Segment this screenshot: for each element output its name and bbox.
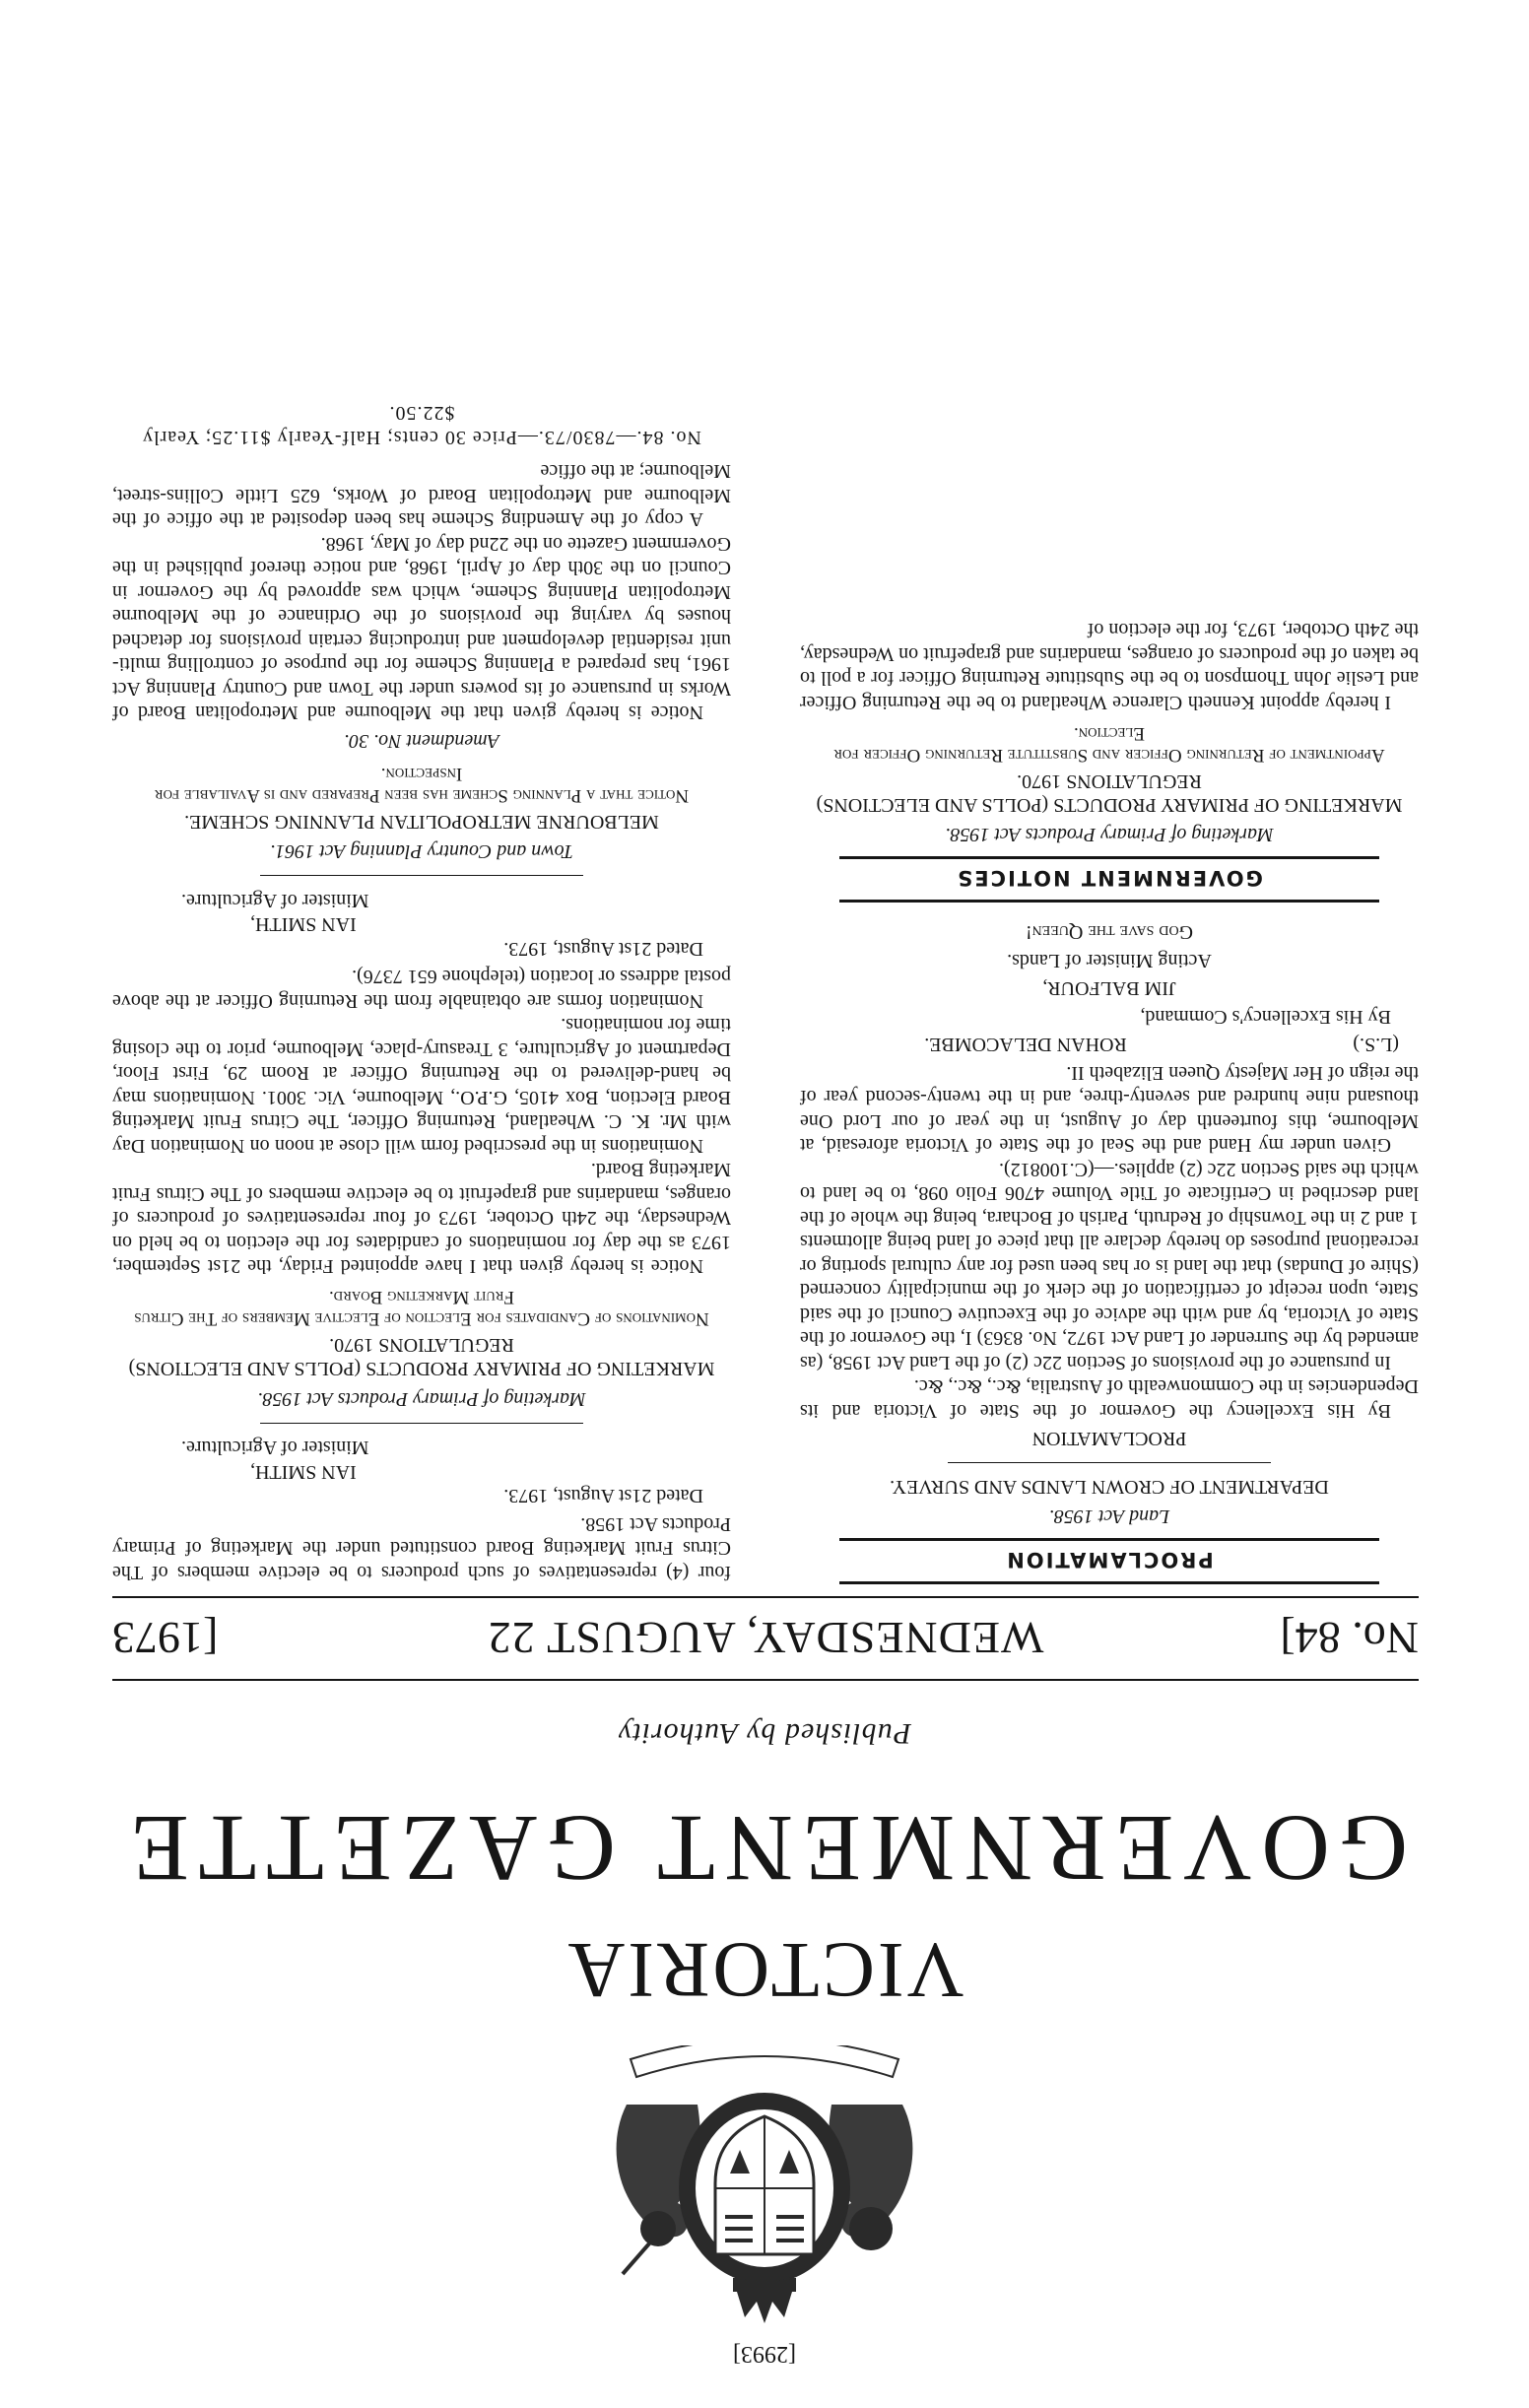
signer-name: IAN SMITH, — [250, 1461, 357, 1483]
amending-scheme-copy: A copy of the Amending Scheme has been deposited at the office of the Melbourne and Metropolitan Board of Works, 625 Little Collins-street, Melbourne; at the office — [112, 460, 731, 531]
notice-body: I hereby appoint Kenneth Clarence Wheatland to be the Returning Officer and Leslie John Thompson to be the Substitute Returning Officer for a poll to be taken of the producers of oranges, mandarins and grapefruit on Wednesday, the 24th October, 1973, for the election of — [800, 619, 1419, 713]
act-title-3: Town and Country Planning Act 1961. — [270, 840, 573, 863]
masthead-authority: Published by Authority — [617, 1717, 912, 1750]
signer-title-2: Minister of Agriculture. — [181, 890, 369, 911]
section-heading-government-notices: GOVERNMENT NOTICES — [956, 866, 1263, 890]
act-title: Land Act 1958. — [1048, 1505, 1170, 1528]
amendment-number: Amendment No. 30. — [344, 730, 499, 752]
issue-line — [112, 1608, 1419, 1667]
signer-name-2: IAN SMITH, — [250, 913, 357, 936]
dated-line: Dated 21st August, 1973. — [503, 1485, 703, 1507]
seal-mark: (L.S.) — [1353, 1034, 1399, 1056]
divider — [260, 1423, 583, 1424]
masthead-title: GOVERNMENT GAZETTE — [120, 1796, 1409, 1902]
department-heading: DEPARTMENT OF CROWN LANDS AND SURVEY. — [890, 1476, 1329, 1498]
issue-rule-bottom — [112, 1596, 1419, 1598]
price-imprint: No. 84.—7830/73.—Price 30 cents; Half-Yearly $11.25; Yearly $22.50. — [142, 402, 701, 448]
left-column — [800, 618, 1419, 1584]
subheading-2: Nominations of Candidates for Election of Elective Members of The Citrus Fruit Marketing Board. — [134, 1287, 709, 1330]
planning-notice: Notice is hereby given that the Melbourne and Metropolitan Board of Works in pursuance of its powers under the Town and Country Planning Act 1961, has prepared a Planning Scheme for the purpose of controlling multi-unit residential development and introducing certain provisions for detached houses by varying the provisions of the Ordinance of the Melbourne Metropolitan Planning Scheme, which was approved by the Governor in Council on the 30th day of April, 1968, and notice thereof published in the Government Gazette on the 22nd day of May, 1968. — [112, 533, 731, 724]
notice-subheading: Appointment of Returning Officer and Substitute Returning Officer for Election. — [833, 723, 1385, 766]
nominations-close: Nominations in the prescribed form will close at noon on Nomination Day with Mr. K. C. Wheatland, Returning Officer, The Citrus Fruit Marketing Board Election, Box 4105, G.P.O., Melbourne, Vic. 3001. Nominations may be hand-delivered to the Returning Officer at Room 29, First Floor, Department of Agriculture, 3 Treasury-place, Melbourne, prior to the closing time for nominations. — [112, 1014, 731, 1157]
dated-line-2: Dated 21st August, 1973. — [503, 938, 703, 960]
issue-date: WEDNESDAY, AUGUST 22 — [487, 1613, 1044, 1663]
proclamation-given-under: Given under my Hand and the Seal of the State of Victoria aforesaid, at Melbourne, this fourteenth day of August, in the year of our Lord One thousand nine hundred and seventy-three, and in the twenty-second year of the reign of Her Majesty Queen Elizabeth II. — [800, 1062, 1419, 1157]
proclamation-heading: PROCLAMATION — [1031, 1428, 1187, 1449]
issue-number: No. 84] — [1280, 1613, 1419, 1663]
subheading-3: Notice that a Planning Scheme has been Prepared and is Available for Inspection. — [154, 764, 690, 806]
minister-name: JIM BALFOUR, — [1042, 977, 1176, 1000]
by-command: By His Excellency's Command, — [1140, 1006, 1391, 1028]
page-number: [2993] — [733, 2341, 796, 2367]
signer-title: Minister of Agriculture. — [181, 1437, 369, 1459]
notice-regulation: MARKETING OF PRIMARY PRODUCTS (POLLS AND ELECTIONS) REGULATIONS 1970. — [816, 770, 1403, 816]
right-column — [112, 381, 731, 1584]
section-rule — [839, 900, 1379, 903]
issue-year: [1973 — [112, 1613, 219, 1663]
section-rule — [839, 1539, 1379, 1542]
notice-act-title: Marketing of Primary Products Act 1958. — [945, 824, 1274, 846]
proclamation-body: In pursuance of the provisions of Section 22c (2) of the Land Act 1958, (as amended by the Surrender of Land Act 1972, No. 8363) I, the Governor of the State of Victoria, by and with the advice of the Executive Council of the said State, upon receipt of certification of the clerk of the municipality concerned (Shire of Dundas) that the land is or has been used for any cultural sporting or recreational purposes do hereby declare all that piece of land being allotments 1 and 2 in the Township of Redruth, Parish of Bochara, being the whole of the land described in Certificate of Title Volume 4706 Folio 098, to be land to which the said Section 22c (2) applies.—(C.100812). — [800, 1159, 1419, 1373]
seal-line — [800, 1033, 1419, 1057]
god-save-the-queen: God save the Queen! — [1025, 921, 1194, 944]
minister-title: Acting Minister of Lands. — [1007, 950, 1212, 971]
coat-of-arms-icon — [567, 2045, 962, 2331]
planning-scheme-heading: MELBOURNE METROPOLITAN PLANNING SCHEME. — [184, 811, 659, 833]
nominations-notice: Notice is hereby given that I have appointed Friday, the 21st September, 1973 as the day for nominations of candidates for the election to be held on Wednesday, the 24th October, 1973 of four representatives of producers of oranges, mandarins and grapefruit to be elective members of The Citrus Fruit Marketing Board. — [112, 1159, 731, 1278]
nomination-forms: Nomination forms are obtainable from the Returning Officer at the above postal address or location (telephone 651 7376). — [112, 966, 731, 1012]
notice-continuation: four (4) representatives of such producers to be elective members of The Citrus Fruit Marketing Board constituted under the Marketing of Primary Products Act 1958. — [112, 1513, 731, 1583]
masthead-state: VICTORIA — [565, 1926, 964, 2013]
regulation-2: MARKETING OF PRIMARY PRODUCTS (POLLS AND ELECTIONS) REGULATIONS 1970. — [128, 1334, 715, 1380]
section-rule — [839, 1581, 1379, 1584]
act-title-2: Marketing of Primary Products Act 1958. — [257, 1388, 586, 1410]
issue-rule-top — [112, 1679, 1419, 1681]
divider — [948, 1462, 1271, 1463]
governor-name: ROHAN DELACOMBE. — [924, 1034, 1127, 1056]
divider — [260, 876, 583, 877]
proclamation-preamble: By His Excellency the Governor of the State of Victoria and its Dependencies in the Commonwealth of Australia, &c., &c., &c. — [800, 1375, 1419, 1422]
section-heading-proclamation: PROCLAMATION — [1005, 1548, 1214, 1572]
section-rule — [839, 857, 1379, 860]
